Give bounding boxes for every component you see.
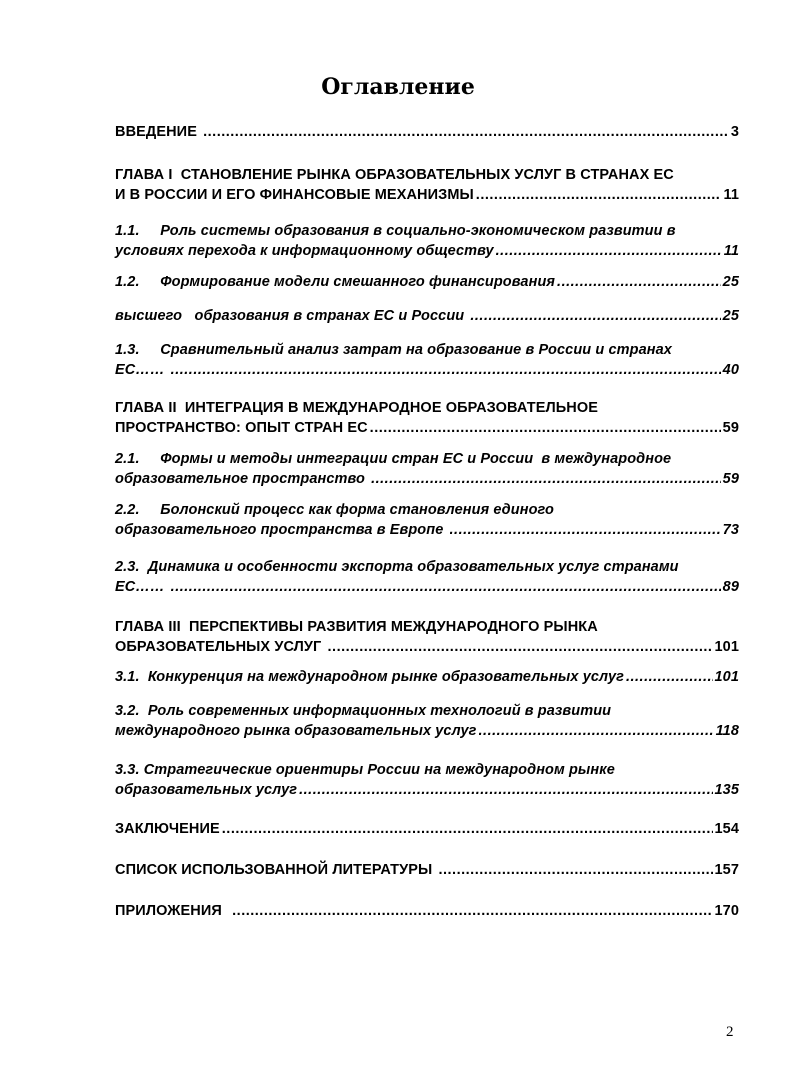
toc-page-number: 3: [730, 124, 739, 140]
toc-entry-text: 2.3. Динамика и особенности экспорта образовательных услуг странами: [115, 559, 679, 575]
toc-entry-1-1: [115, 221, 739, 261]
toc-entry-text: 1.1. Роль системы образования в социально-экономическом развитии в: [115, 223, 676, 239]
toc-entry-text: 3.1. Конкуренция на международном рынке образовательных услуг: [115, 669, 624, 685]
toc-page-number: 89: [722, 579, 739, 595]
toc-page-number: 11: [723, 243, 739, 259]
toc-entry-text: ОБРАЗОВАТЕЛЬНЫХ УСЛУГ: [115, 639, 326, 655]
toc-page-number: 101: [714, 639, 739, 655]
toc-page-number: 118: [715, 723, 739, 739]
toc-entry-text: ПРОСТРАНСТВО: ОПЫТ СТРАН ЕС: [115, 420, 368, 436]
toc-entry-text: СПИСОК ИСПОЛЬЗОВАННОЙ ЛИТЕРАТУРЫ: [115, 862, 437, 878]
toc-entry-1-2: [115, 272, 739, 292]
toc-page-number: 154: [714, 821, 739, 837]
toc-entry-text: ГЛАВА III ПЕРСПЕКТИВЫ РАЗВИТИЯ МЕЖДУНАРОДНОГО РЫНКА: [115, 619, 598, 635]
toc-page-number: 157: [714, 862, 739, 878]
toc-entry-appendices: [115, 901, 739, 921]
toc-page-number: 40: [722, 362, 739, 378]
toc-entry-text: образовательного пространства в Европе: [115, 522, 448, 538]
toc-entry-text: международного рынка образовательных услуг: [115, 723, 477, 739]
toc-entry-text: ВВЕДЕНИЕ: [115, 124, 202, 140]
toc-entry-3-2: [115, 701, 739, 741]
toc-entry-text: ГЛАВА II ИНТЕГРАЦИЯ В МЕЖДУНАРОДНОЕ ОБРАЗОВАТЕЛЬНОЕ: [115, 400, 598, 416]
toc-entry-text: образовательных услуг: [115, 782, 298, 798]
toc-entry-conclusion: [115, 819, 739, 839]
toc-page-number: 25: [722, 308, 739, 324]
toc-entry-text: 1.3. Сравнительный анализ затрат на образование в России и странах: [115, 342, 672, 358]
toc-entry-text: высшего образования в странах ЕС и России: [115, 308, 469, 324]
toc-entry-introduction: [115, 122, 739, 142]
toc-entry-text: ЗАКЛЮЧЕНИЕ: [115, 821, 220, 837]
toc-entry-3-1: [115, 667, 739, 687]
toc-entry-1-3: [115, 340, 739, 380]
toc-page-number: 101: [714, 669, 739, 685]
toc-entry-2-1: [115, 449, 739, 489]
toc-entry-text: 2.1. Формы и методы интеграции стран ЕС и России в международное: [115, 451, 672, 467]
toc-entry-text: 2.2. Болонский процесс как форма становления единого: [115, 502, 554, 518]
toc-page-number: 11: [723, 187, 739, 203]
toc-page-number: 73: [722, 522, 739, 538]
toc-page-number: 170: [714, 903, 739, 919]
toc-page-number: 59: [722, 471, 739, 487]
toc-entry-bibliography: [115, 860, 739, 880]
page-number: 2: [726, 1024, 734, 1040]
toc-page-number: 25: [722, 274, 739, 290]
toc-entry-text: ЕС……: [115, 579, 169, 595]
toc-entry-1-2-cont: [115, 306, 739, 326]
toc-page-number: 59: [722, 420, 739, 436]
toc-entry-2-3: [115, 557, 739, 597]
toc-entry-text: 1.2. Формирование модели смешанного финансирования: [115, 274, 556, 290]
toc-entry-text: образовательное пространство: [115, 471, 370, 487]
toc-entry-text: условиях перехода к информационному обществу: [115, 243, 494, 259]
toc-entry-chapter-2: [115, 398, 739, 438]
toc-entry-text: ЕС……: [115, 362, 169, 378]
toc-entry-text: 3.3. Стратегические ориентиры России на международном рынке: [115, 762, 615, 778]
toc-entry-chapter-1: [115, 165, 739, 205]
toc-page-number: 135: [714, 782, 739, 798]
page-title: Оглавление: [321, 74, 475, 100]
toc-entry-text: ГЛАВА I СТАНОВЛЕНИЕ РЫНКА ОБРАЗОВАТЕЛЬНЫХ УСЛУГ В СТРАНАХ ЕС: [115, 167, 674, 183]
toc-entry-2-2: [115, 500, 739, 540]
toc-entry-text: ПРИЛОЖЕНИЯ: [115, 903, 231, 919]
toc-entry-3-3: [115, 760, 739, 800]
toc-entry-text: И В РОССИИ И ЕГО ФИНАНСОВЫЕ МЕХАНИЗМЫ: [115, 187, 474, 203]
toc-entry-text: 3.2. Роль современных информационных технологий в развитии: [115, 703, 612, 719]
toc-entry-chapter-3: [115, 617, 739, 657]
